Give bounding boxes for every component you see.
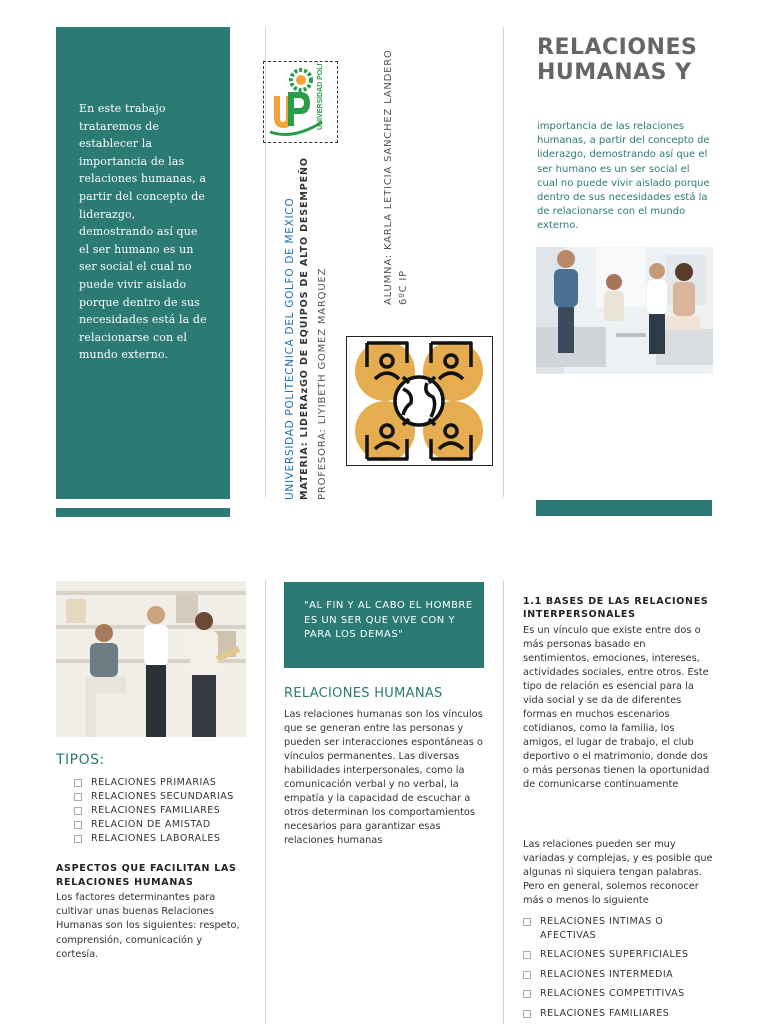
intro-panel [56, 27, 230, 499]
divider-right-bottom [503, 580, 504, 1024]
aspectos-text: Los factores determinantes para cultivar unas buenas Relaciones Humanas son los siguientes: respeto, comprensión, comunicación y cortesía. [56, 892, 240, 960]
university-logo-icon [264, 62, 337, 142]
page-title: RELACIONES HUMANAS Y [537, 35, 698, 85]
student-name: ALUMNA: KARLA LETICIA SANCHEZ LANDERO [383, 49, 394, 305]
tipos-heading: TIPOS: [56, 752, 105, 768]
list-item: RELACIONES COMPETITIVAS [523, 987, 713, 1001]
bases-text: Es un vínculo que existe entre dos o más personas basado en sentimientos, emociones, intereses, actividades sociales, entre otros. Este tipo de relación es esencial para la vida social y se da de diferentes formas en muchos escenarios cotidianos, como la familia, los amigos, el lugar de trabajo, el club deportivo o el matrimonio, donde dos o más personas tienen la oportunidad de comunicarse continuamente [523, 625, 710, 790]
intro-text: En este trabajo trataremos de establecer la importancia de las relaciones humanas, a partir del concepto de liderazgo, demostrando así que el ser humano es un ser social el cual no puede vivir aislado porque dentro de sus necesidades está la de relacionarse con el mundo externo. [79, 102, 207, 362]
group-label: 6ºC IP [398, 269, 409, 305]
global-network-icon [346, 336, 493, 466]
bases-heading: 1.1 BASES DE LAS RELACIONES INTERPERSONALES [523, 596, 709, 620]
list-item: RELACIONES INTERMEDIA [523, 968, 713, 982]
university-logo [263, 61, 338, 143]
university-name: UNIVERSIDAD POLITECNICA DEL GOLFO DE MEXICO [284, 197, 296, 500]
intro-summary: importancia de las relaciones humanas, a partir del concepto de liderazgo, demostrando así que el ser humano es un ser social el cual no puede vivir aislado porque dentro de sus necesidades está la de relacionarse con el mundo externo. [537, 121, 710, 232]
logo-text: UNIVERSIDAD POLITÉCNICA [317, 62, 324, 130]
list-item: RELACIONES INTIMAS O AFECTIVAS [523, 915, 713, 942]
list-item: RELACIONES LABORALES [74, 832, 234, 846]
aspectos-heading: ASPECTOS QUE FACILITAN LAS RELACIONES HUMANAS [56, 863, 237, 888]
relaciones-humanas-heading: RELACIONES HUMANAS [284, 686, 443, 701]
list-item: RELACIONES PRIMARIAS [74, 776, 234, 790]
tipos-list [74, 776, 234, 846]
divider-left-bottom [265, 580, 266, 1024]
decorative-bar-right [536, 500, 712, 516]
list-item: RELACIONES SUPERFICIALES [523, 948, 713, 962]
divider-right [503, 27, 504, 497]
list-item: RELACIONES SECUNDARIAS [74, 790, 234, 804]
list-item: RELACION DE AMISTAD [74, 818, 234, 832]
meeting-photo [536, 247, 713, 374]
relaciones-humanas-text: Las relaciones humanas son los vínculos que se generan entre las personas y pueden ser interacciones espontáneas o vínculos permanentes. Las diversas habilidades interpersonales, como la comunicación verbal y no verbal, la empatía y la capacidad de escuchar a otros determinan los comportamientos necesarios para garantizar esas relaciones humanas [284, 709, 483, 846]
list-item: RELACIONES FAMILIARES [523, 1007, 713, 1021]
quote-text: "AL FIN Y AL CABO EL HOMBRE ES UN SER QUE VIVE CON Y PARA LOS DEMAS" [304, 600, 473, 640]
relaciones-types-list [523, 915, 713, 1024]
decorative-bar-left [56, 508, 230, 517]
list-item: RELACIONES FAMILIARES [74, 804, 234, 818]
professor-name: PROFESORA: LIYIBETH GOMEZ MARQUEZ [317, 267, 328, 500]
team-photo [56, 581, 246, 737]
subject-name: MATERIA: LIDERAzGO DE EQUIPOS DE ALTO DESEMPEÑO [299, 157, 310, 500]
quote-box [284, 582, 484, 668]
relaciones-variadas-text: Las relaciones pueden ser muy variadas y complejas, y es posible que algunas ni siquiera tengan palabras. Pero en general, solemos reconocer más o menos lo siguiente [523, 839, 713, 906]
